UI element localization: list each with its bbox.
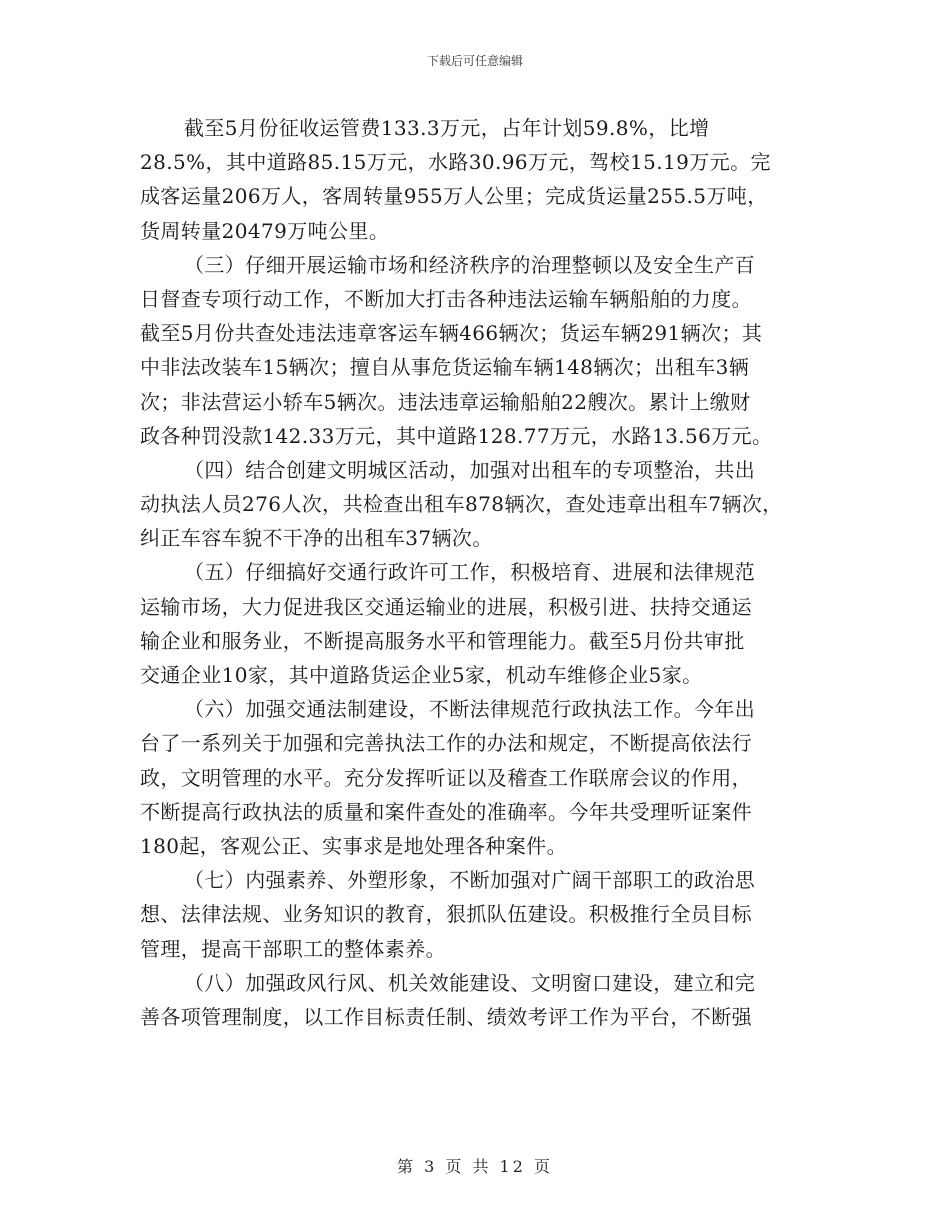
text-line: 日督查专项行动工作，不断加大打击各种违法运输车辆船舶的力度。 (140, 286, 752, 311)
text-line: 货周转量20479万吨公里。 (140, 218, 390, 243)
text-line: 28.5%，其中道路85.15万元，水路30.96万元，驾校15.19万元。完 (140, 150, 771, 175)
document-body (140, 111, 820, 1034)
text-line: 动执法人员276人次，共检查出租车878辆次，查处违章出租车7辆次， (140, 492, 783, 517)
text-line: 截至5月份征收运管费133.3万元，占年计划59.8%，比增 (184, 116, 710, 140)
text-line: 输企业和服务业，不断提高服务水平和管理能力。截至5月份共审批 (140, 628, 745, 653)
text-line: 180起，客观公正、实事求是地处理各种案件。 (140, 833, 567, 858)
text-line: （八）加强政风行风、机关效能建设、文明窗口建设，建立和完 (184, 970, 756, 995)
text-line: 台了一系列关于加强和完善执法工作的办法和规定，不断提高依法行 (140, 731, 752, 756)
text-line: 运输市场，大力促进我区交通运输业的进展，积极引进、扶持交通运 (140, 594, 752, 619)
text-line: （七）内强素养、外塑形象，不断加强对广阔干部职工的政治思 (184, 868, 756, 893)
text-line: （六）加强交通法制建设，不断法律规范行政执法工作。今年出 (184, 697, 756, 722)
text-line: 中非法改装车15辆次；擅自从事危货运输车辆148辆次；出租车3辆 (140, 355, 750, 380)
text-line: 截至5月份共查处违法违章客运车辆466辆次；货运车辆291辆次；其 (140, 321, 763, 346)
text-line: （三）仔细开展运输市场和经济秩序的治理整顿以及安全生产百 (184, 252, 756, 277)
text-line: （五）仔细搞好交通行政许可工作，积极培育、进展和法律规范 (184, 560, 756, 585)
text-line: 想、法律法规、业务知识的教育，狠抓队伍建设。积极推行全员目标 (140, 902, 752, 927)
text-line: （四）结合创建文明城区活动，加强对出租车的专项整治，共出 (184, 457, 756, 482)
text-line: 次；非法营运小轿车5辆次。违法违章运输船舶22艘次。累计上缴财 (140, 389, 751, 414)
text-line: 政，文明管理的水平。充分发挥听证以及稽查工作联席会议的作用， (140, 765, 752, 790)
text-line: 成客运量206万人，客周转量955万人公里；完成货运量255.5万吨， (140, 184, 768, 209)
text-line: 善各项管理制度，以工作目标责任制、绩效考评工作为平台，不断强 (140, 1004, 752, 1029)
page-number-footer: 第 3 页 共 12 页 (397, 1157, 553, 1176)
text-line: 交通企业10家，其中道路货运企业5家，机动车维修企业5家。 (140, 663, 703, 687)
text-line: 管理，提高干部职工的整体素养。 (140, 936, 446, 961)
text-line: 政各种罚没款142.33万元，其中道路128.77万元，水路13.56万元。 (140, 423, 773, 448)
page-header: 下载后可任意编辑 (426, 54, 523, 68)
text-line: 不断提高行政执法的质量和案件查处的准确率。今年共受理听证案件 (140, 799, 752, 824)
text-line: 纠正车容车貌不干净的出租车37辆次。 (140, 526, 493, 551)
